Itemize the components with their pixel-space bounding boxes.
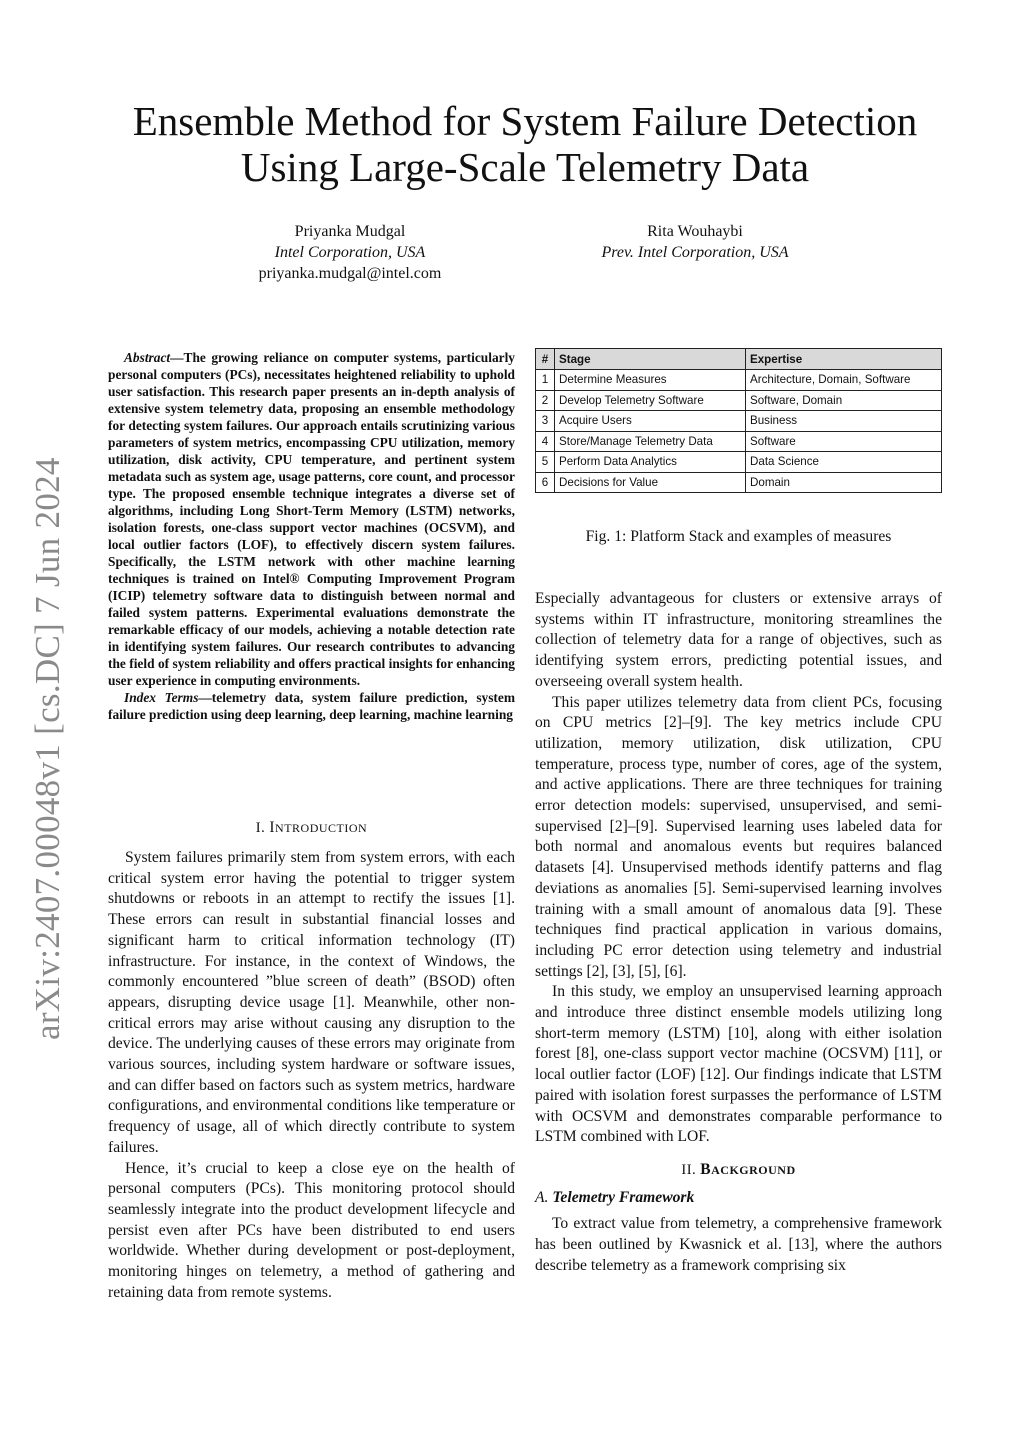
subsection-title: Telemetry Framework xyxy=(552,1188,695,1206)
table-cell: Software xyxy=(746,431,942,452)
table-row xyxy=(536,431,942,452)
arxiv-id: arXiv:2407.00048v1 [cs.DC] 7 Jun 2024 xyxy=(28,457,67,1040)
body-paragraph: Especially advantageous for clusters or extensive arrays of systems within IT infrastructure, monitoring streamlines the collection of telemetry data for a range of objectives, such as identifying system errors, predicting potential issues, and overseeing overall system health. xyxy=(535,590,942,690)
abstract xyxy=(108,349,515,723)
paper-title xyxy=(0,98,1024,190)
author-name: Rita Wouhaybi xyxy=(647,223,743,240)
table-cell: Determine Measures xyxy=(555,370,746,391)
section-numeral: I. xyxy=(255,820,266,836)
table-cell: 4 xyxy=(536,431,555,452)
body-paragraph: To extract value from telemetry, a comprehensive framework has been outlined by Kwasnick et al. [13], where the authors describe telemetry as a framework comprising six xyxy=(535,1215,942,1274)
table-cell: Architecture, Domain, Software xyxy=(746,370,942,391)
body-paragraph: In this study, we employ an unsupervised learning approach and introduce three distinct ensemble models utilizing long short-term memory (LSTM) [10], along with either isolation forest [8], one-class support vector machine (OCSVM) [11], or local outlier factor (LOF) [12]. Our findings indicate that LSTM paired with isolation forest surpasses the performance of LSTM with OCSVM and demonstrates comparable performance to LSTM combined with LOF. xyxy=(535,983,942,1146)
author-affiliation: Prev. Intel Corporation, USA xyxy=(601,244,789,261)
intro-paragraph: System failures primarily stem from system errors, with each critical system error having the potential to trigger system shutdowns or reboots in an attempt to rectify the issues [1]. These errors can result in substantial financial losses and significant harm to critical information technology (IT) infrastructure. For instance, in the context of Windows, the commonly encountered ”blue screen of death” (BSOD) often appears, disrupting device usage [1]. Meanwhile, other non-critical errors may arise without causing any disruption to the device. The underlying causes of these errors may originate from various sources, including system hardware or software issues, and can differ based on factors such as system metrics, hardware configurations, and environmental conditions like temperature or frequency of usage, all of which directly contribute to system failures. xyxy=(108,849,515,1156)
table-row xyxy=(536,370,942,391)
title-line-2: Using Large-Scale Telemetry Data xyxy=(240,144,810,190)
body-paragraph: This paper utilizes telemetry data from client PCs, focusing on CPU metrics [2]–[9]. The key metrics include CPU utilization, memory utilization, disk utilization, CPU temperature, process type, number of cores, age of the system, and active applications. There are three techniques for training error detection models: supervised, unsupervised, and semi-supervised [2]–[9]. Supervised learning uses labeled data for both normal and anomalous events but requires balanced datasets [4]. Unsupervised methods identify patterns and flag deviations as anomalies [5]. Semi-supervised learning involves training with a small amount of anomalous data [9]. These techniques find practical application in various domains, including PC error detection using telemetry and industrial settings [2], [3], [5], [6]. xyxy=(535,693,942,980)
title-line-1: Ensemble Method for System Failure Detection xyxy=(132,98,918,144)
section-numeral: II. xyxy=(681,1161,697,1178)
table-cell: Decisions for Value xyxy=(555,472,746,493)
author-affiliation: Intel Corporation, USA xyxy=(274,244,426,261)
table-cell: Perform Data Analytics xyxy=(555,452,746,473)
table-cell: 3 xyxy=(536,411,555,432)
index-terms xyxy=(108,689,515,723)
table-cell: Software, Domain xyxy=(746,390,942,411)
table-row xyxy=(536,411,942,432)
header-cell: Stage xyxy=(555,349,746,370)
section-heading-introduction xyxy=(108,819,515,837)
section-title-initial: I xyxy=(269,819,276,836)
introduction-body xyxy=(108,848,515,1303)
table-header-row xyxy=(536,349,942,370)
table-cell: Acquire Users xyxy=(555,411,746,432)
table-row xyxy=(536,390,942,411)
table-row xyxy=(536,452,942,473)
author-block-1 xyxy=(200,221,500,284)
table-cell: Develop Telemetry Software xyxy=(555,390,746,411)
table-cell: 1 xyxy=(536,370,555,391)
author-block-2 xyxy=(545,221,845,263)
right-column-body xyxy=(535,589,942,1277)
subsection-label: A. xyxy=(535,1188,549,1206)
section-title-rest: NTRODUCTION xyxy=(275,821,368,835)
table-cell: 2 xyxy=(536,390,555,411)
table-cell: Domain xyxy=(746,472,942,493)
index-terms-text: —telemetry data, system failure prediction, system failure prediction using deep learning, deep learning, machine learning xyxy=(108,690,515,722)
abstract-label: Abstract xyxy=(124,350,171,365)
index-terms-label: Index Terms xyxy=(124,690,199,705)
section-heading-background xyxy=(535,1160,942,1181)
table-row xyxy=(536,472,942,493)
author-name: Priyanka Mudgal xyxy=(294,223,406,240)
header-cell: Expertise xyxy=(746,349,942,370)
abstract-text: —The growing reliance on computer systems, particularly personal computers (PCs), necessitates heightened reliability to uphold user satisfaction. This research paper presents an in-depth analysis of extensive system telemetry data, proposing an ensemble methodology for detecting system failures. Our approach entails scrutinizing various parameters of system metrics, encompassing CPU utilization, memory utilization, disk activity, CPU temperature, and pertinent system metadata such as system age, usage patterns, core count, and processor type. The proposed ensemble technique integrates a diverse set of algorithms, including Long Short-Term Memory (LSTM) networks, isolation forests, one-class support vector machines (OCSVM), and local outlier factors (LOF), to effectively discern system failures. Specifically, the LSTM network with other machine learning techniques is trained on Intel® Computing Improvement Program (ICIP) telemetry software data to distinguish between normal and failed system patterns. Experimental evaluations demonstrate the remarkable efficacy of our models, achieving a notable detection rate in identifying system failures. Our research contributes to advancing the field of system reliability and offers practical insights for enhancing user experience in computing environments. xyxy=(108,350,515,688)
table-cell: Data Science xyxy=(746,452,942,473)
table-cell: Store/Manage Telemetry Data xyxy=(555,431,746,452)
author-email: priyanka.mudgal@intel.com xyxy=(258,265,442,282)
table-cell: Business xyxy=(746,411,942,432)
table-cell: 6 xyxy=(536,472,555,493)
subsection-heading xyxy=(535,1188,942,1209)
header-cell: # xyxy=(536,349,555,370)
table-cell: 5 xyxy=(536,452,555,473)
platform-stack-table xyxy=(535,348,942,493)
section-title-rest: ACKGROUND xyxy=(711,1162,796,1177)
abstract-paragraph xyxy=(108,349,515,689)
figure-caption: Fig. 1: Platform Stack and examples of measures xyxy=(585,528,892,545)
intro-paragraph: Hence, it’s crucial to keep a close eye on the health of personal computers (PCs). This monitoring protocol should seamlessly integrate into the product development lifecycle and persist even after PCs have been distributed to end users worldwide. Whether during development or post-deployment, monitoring hinges on telemetry, a method of gathering and retaining data from remote systems. xyxy=(108,1159,515,1301)
section-title-initial: B xyxy=(700,1160,712,1178)
